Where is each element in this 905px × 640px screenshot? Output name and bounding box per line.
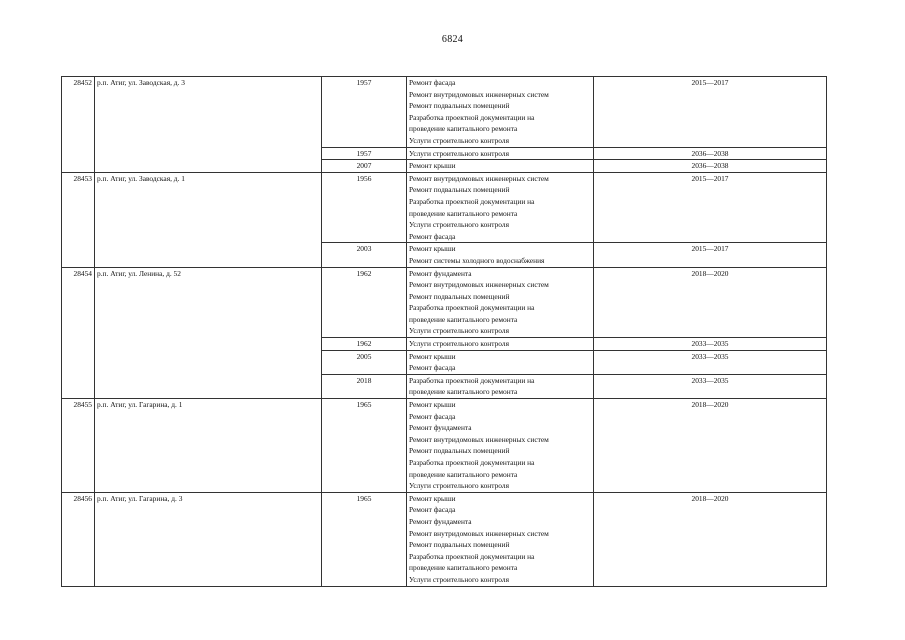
year-cell: 1962: [322, 267, 407, 338]
table-row: [62, 267, 827, 338]
works-cell: [407, 338, 594, 351]
table-body: [62, 77, 827, 587]
works-cell: [407, 243, 594, 267]
work-item: проведение капитального ремонта: [409, 469, 518, 479]
work-item: Разработка проектной документации на: [409, 112, 535, 122]
work-item: Ремонт крыши: [409, 351, 456, 361]
works-cell: [407, 160, 594, 173]
work-item: Ремонт фасада: [409, 78, 456, 87]
work-item: Ремонт фасада: [409, 231, 456, 241]
work-item: Услуги строительного контроля: [409, 135, 509, 145]
table-row: [62, 399, 827, 493]
record-number: 28456: [62, 492, 95, 586]
work-item: Ремонт крыши: [409, 161, 456, 171]
work-item: Ремонт внутридомовых инженерных систем: [409, 89, 549, 99]
repair-schedule-table: [61, 76, 827, 587]
work-item: Ремонт фундамента: [409, 423, 472, 433]
work-item: Разработка проектной документации на: [409, 196, 535, 206]
work-item: Ремонт внутридомовых инженерных систем: [409, 173, 549, 183]
work-item: Разработка проектной документации на: [409, 303, 535, 313]
works-cell: [407, 399, 594, 493]
table-row: [62, 77, 827, 148]
work-item: Ремонт внутридомовых инженерных систем: [409, 280, 549, 290]
table-row: [62, 172, 827, 243]
address-cell: р.п. Атиг, ул. Заводская, д. 3: [95, 77, 322, 173]
work-item: Услуги строительного контроля: [409, 326, 509, 336]
period-cell: 2033—2035: [594, 350, 827, 374]
work-item: Ремонт фасада: [409, 411, 456, 421]
year-cell: 2018: [322, 374, 407, 398]
work-item: Ремонт подвальных помещений: [409, 446, 510, 456]
work-item: Ремонт подвальных помещений: [409, 101, 510, 111]
works-cell: [407, 147, 594, 160]
work-item: Ремонт подвальных помещений: [409, 291, 510, 301]
address-cell: р.п. Атиг, ул. Гагарина, д. 3: [95, 492, 322, 586]
address-cell: р.п. Атиг, ул. Ленина, д. 52: [95, 267, 322, 399]
period-cell: 2018—2020: [594, 492, 827, 586]
work-item: Ремонт фасада: [409, 363, 456, 373]
year-cell: 1965: [322, 399, 407, 493]
work-item: Ремонт внутридомовых инженерных систем: [409, 528, 549, 538]
works-cell: [407, 172, 594, 243]
record-number: 28452: [62, 77, 95, 173]
work-item: Разработка проектной документации на: [409, 458, 535, 467]
work-item: Ремонт крыши: [409, 493, 456, 503]
period-cell: 2015—2017: [594, 243, 827, 267]
work-item: Услуги строительного контроля: [409, 481, 509, 491]
period-cell: 2018—2020: [594, 267, 827, 338]
year-cell: 1956: [322, 172, 407, 243]
work-item: проведение капитального ремонта: [409, 208, 518, 218]
record-number: 28454: [62, 267, 95, 399]
year-cell: 1965: [322, 492, 407, 586]
work-item: Ремонт внутридомовых инженерных систем: [409, 434, 549, 444]
work-item: проведение капитального ремонта: [409, 563, 518, 573]
work-item: Услуги строительного контроля: [409, 148, 509, 158]
period-cell: 2036—2038: [594, 147, 827, 160]
works-cell: [407, 77, 594, 148]
work-item: Ремонт крыши: [409, 244, 456, 254]
works-cell: [407, 350, 594, 374]
work-item: проведение капитального ремонта: [409, 387, 518, 397]
period-cell: 2015—2017: [594, 172, 827, 243]
work-item: Разработка проектной документации на: [409, 551, 535, 561]
period-cell: 2033—2035: [594, 374, 827, 398]
year-cell: 1957: [322, 147, 407, 160]
work-item: Услуги строительного контроля: [409, 339, 509, 349]
record-number: 28455: [62, 399, 95, 493]
work-item: Ремонт фундамента: [409, 268, 472, 278]
table-row: [62, 492, 827, 586]
works-cell: [407, 267, 594, 338]
period-cell: 2015—2017: [594, 77, 827, 148]
work-item: Ремонт фундамента: [409, 516, 472, 526]
address-cell: р.п. Атиг, ул. Заводская, д. 1: [95, 172, 322, 267]
work-item: Услуги строительного контроля: [409, 574, 509, 584]
period-cell: 2036—2038: [594, 160, 827, 173]
work-item: Разработка проектной документации на: [409, 375, 535, 385]
works-cell: [407, 374, 594, 398]
work-item: Ремонт системы холодного водоснабжения: [409, 255, 545, 265]
work-item: Ремонт фасада: [409, 505, 456, 515]
works-cell: [407, 492, 594, 586]
address-cell: р.п. Атиг, ул. Гагарина, д. 1: [95, 399, 322, 493]
year-cell: 2007: [322, 160, 407, 173]
year-cell: 2003: [322, 243, 407, 267]
year-cell: 2005: [322, 350, 407, 374]
period-cell: 2018—2020: [594, 399, 827, 493]
work-item: Ремонт подвальных помещений: [409, 540, 510, 550]
year-cell: 1962: [322, 338, 407, 351]
period-cell: 2033—2035: [594, 338, 827, 351]
work-item: проведение капитального ремонта: [409, 314, 518, 324]
page-number: 6824: [441, 34, 464, 45]
work-item: Услуги строительного контроля: [409, 220, 509, 230]
record-number: 28453: [62, 172, 95, 267]
work-item: проведение капитального ремонта: [409, 124, 518, 134]
work-item: Ремонт крыши: [409, 400, 456, 410]
year-cell: 1957: [322, 77, 407, 148]
work-item: Ремонт подвальных помещений: [409, 185, 510, 195]
